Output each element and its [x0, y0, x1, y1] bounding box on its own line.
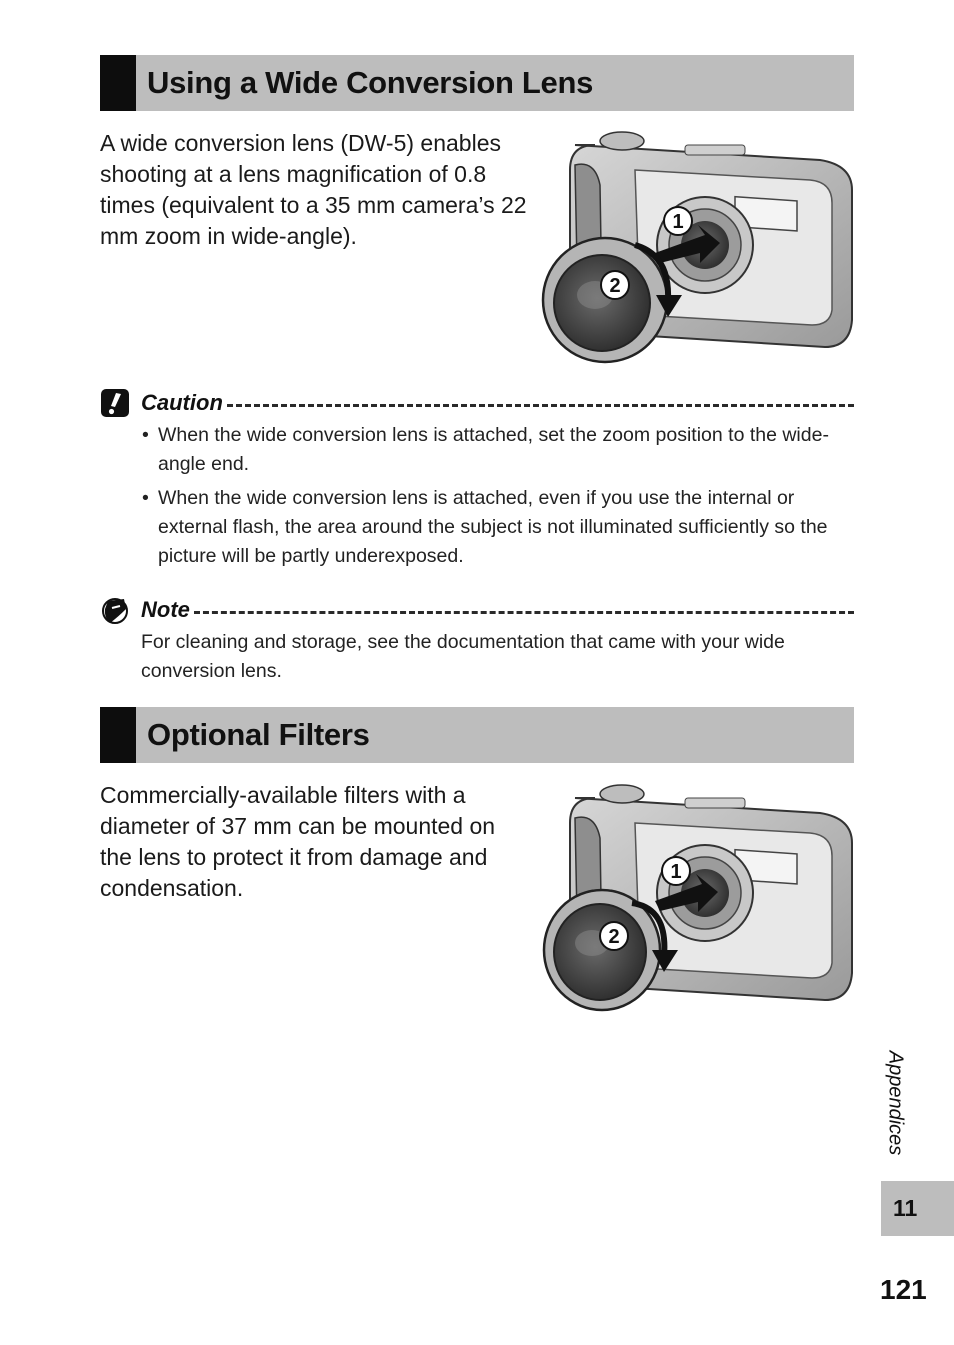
note-icon — [100, 595, 130, 625]
chapter-side-label — [877, 1040, 913, 1165]
caution-list — [141, 421, 853, 576]
section-header-wide-lens — [100, 55, 854, 111]
section-body-text: A wide conversion lens (DW-5) enables shooting at a lens magnification of 0.8 times (equivalent to a 35 mm camera’s 22 mm zoom in wide-angle). — [100, 130, 527, 249]
bullet-glyph: • — [142, 487, 149, 509]
chapter-number: 11 — [893, 1195, 918, 1221]
section-heading: Using a Wide Conversion Lens — [147, 65, 594, 100]
caution-title: Caution — [141, 390, 223, 415]
section-header-optional-filters — [100, 707, 854, 763]
caution-divider — [227, 404, 854, 407]
camera-illustration-filter — [540, 778, 860, 1018]
caution-item-text: When the wide conversion lens is attached, even if you use the internal or external flash, the area around the subject is not illuminated sufficiently so the picture will be partly underexposed. — [158, 487, 828, 567]
note-header — [100, 595, 854, 625]
list-item — [141, 421, 853, 479]
section-heading: Optional Filters — [147, 717, 370, 752]
section-header-bar — [100, 707, 136, 763]
caution-item-text: When the wide conversion lens is attached, set the zoom position to the wide-angle end. — [158, 424, 829, 475]
step-2-badge: 2 — [609, 275, 621, 297]
chapter-label-text: Appendices — [884, 1050, 907, 1155]
note-title: Note — [141, 597, 190, 622]
step-1-badge: 1 — [670, 861, 682, 883]
note-text: For cleaning and storage, see the documentation that came with your wide conversion lens. — [141, 631, 785, 682]
section-body-text: Commercially-available filters with a diameter of 37 mm can be mounted on the lens to protect it from damage and condensation. — [100, 782, 496, 901]
note-divider — [194, 611, 854, 614]
section-header-bar — [100, 55, 136, 111]
bullet-glyph: • — [142, 424, 149, 446]
list-item — [141, 484, 853, 571]
step-1-badge: 1 — [672, 211, 684, 233]
chapter-tab — [881, 1181, 954, 1236]
caution-header — [100, 388, 854, 418]
camera-illustration-wide-lens — [540, 125, 860, 365]
page-number: 121 — [880, 1274, 927, 1305]
caution-icon — [100, 388, 130, 418]
step-2-badge: 2 — [608, 926, 620, 948]
